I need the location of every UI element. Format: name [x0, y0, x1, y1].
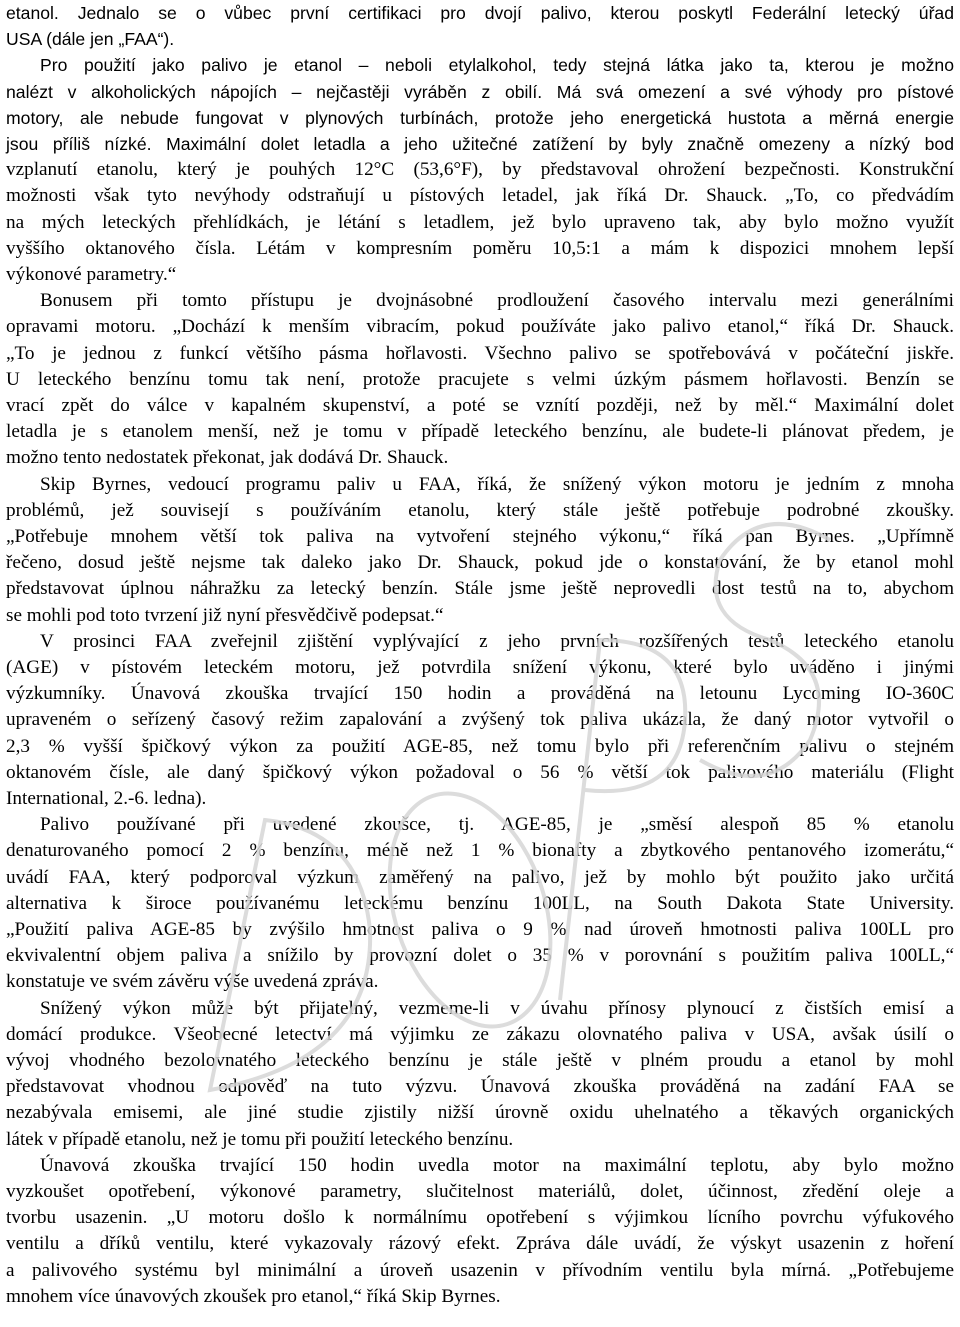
- text-line: „Použití paliva AGE-85 by zvýšilo hmotnost paliva o 9 % nad úroveň hmotnosti paliva 100LL pro: [6, 919, 954, 940]
- text-line: ventilu a dříků ventilu, které vykazovaly rázový efekt. Zpráva dále uvádí, že výskyt usazenin z hoření: [6, 1233, 954, 1255]
- text-line: jsou příliš nízké. Maximální dolet letadla a jeho užitečné zatížení by byly značně omezeny a nízký bod: [6, 134, 954, 154]
- paragraph-first-line: Únavová zkouška trvající 150 hodin uvedla motor na maximální teplotu, aby bylo možno: [40, 1154, 954, 1176]
- text-line: se mohli pod toto tvrzení již nyní přesvědčivě podepsat.“: [6, 604, 444, 626]
- text-line: denaturovaného pomocí 2 % benzínu, méně než 1 % bionafty a zbytkového pentanového izomerátu,“: [6, 840, 954, 862]
- text-line: nalézt v alkoholických nápojích – nejčastěji vyráběn z obilí. Má svá omezení a své výhody pro pístové: [6, 81, 954, 102]
- text-line: (AGE) v pístovém leteckém motoru, jež potvrdila snížení výkonu, které bylo uváděno i jinými: [6, 657, 954, 678]
- paragraph-first-line: Palivo používané při uvedené zkoušce, tj. AGE-85, je „směsí alespoň 85 % etanolu: [40, 814, 954, 836]
- text-line: oktanovém čísle, ale daný špičkový výkon požadoval o 56 % větší tok palivového materiálu (Flight: [6, 761, 954, 783]
- text-line: výkonové parametry.“: [6, 264, 177, 285]
- text-line: letadla je s etanolem menší, než je tomu v případě leteckého benzínu, ale budete-li plánovat předem, je: [6, 421, 954, 443]
- text-line: uvádí FAA, který podporoval výzkum zaměřený na palivo, jež by mohlo být použito jako určitá: [6, 866, 954, 888]
- text-line: upraveném o seřízený časový režim zapalování a zvýšený tok paliva ukázala, že daný motor vytvořil o: [6, 709, 954, 731]
- text-line: vyššího oktanového čísla. Létám v kompresním poměru 10,5:1 a mám k dispozici mnohem lepší: [6, 237, 954, 259]
- text-line: výzkumníky. Únavová zkouška trvající 150 hodin a prováděná na letounu Lycoming IO-360C: [6, 683, 954, 705]
- text-line: International, 2.-6. ledna).: [6, 788, 207, 809]
- text-line: na mých leteckých přehlídkách, je létání s letadlem, jež bylo upraveno tak, aby bylo možno využít: [6, 211, 954, 233]
- paragraph-first-line: Skip Byrnes, vedoucí programu paliv u FAA, říká, že snížený výkon motoru je jedním z mnoha: [40, 473, 954, 495]
- text-line: opravami motoru. „Dochází k menším vibracím, pokud používáte jako palivo etanol,“ říká Dr. Shauck.: [6, 316, 954, 338]
- text-line: domácí produkce. Všeobecné letectví má výjimku ze zákazu olovnatého paliva v USA, avšak úsilí o: [6, 1023, 954, 1045]
- text-line: konstatuje ve svém závěru výše uvedená zpráva.: [6, 971, 379, 993]
- text-line: vrací zpět do válce v kapalném skupenství, a poté se vznítí později, než by měl.“ Maximální dolet: [6, 395, 954, 416]
- text-line: vyzkoušet opotřebení, výkonové parametry, slučitelnost materiálů, dolet, účinnost, zředění oleje a: [6, 1181, 954, 1202]
- text-line: vývoj vhodného bezolovnatého leteckého benzínu je stále ještě v plném proudu a etanol by mohl: [6, 1050, 954, 1071]
- text-line: a palivového systému byl minimální a úroveň usazenin v přívodním ventilu byla mírná. „Potřebujeme: [6, 1259, 954, 1281]
- text-line: „Potřebuje mnohem větší tok paliva na vytvoření stejného výkonu,“ říká pan Byrnes. „Upřímně: [6, 526, 954, 547]
- text-line: vzplanutí etanolu, který je pouhých 12°C (53,6°F), by představoval ohrožení bezpečnosti. Konstrukční: [6, 159, 954, 181]
- text-line: tvorbu usazenin. „U motoru došlo k normálnímu opotřebení s výjimkou lícního povrchu výfukového: [6, 1207, 954, 1229]
- text-line: problémů, jež souvisejí s používáním etanolu, který stále ještě potřebuje podrobné zkoušky.: [6, 499, 954, 521]
- paragraph-first-line: V prosinci FAA zveřejnil zjištění vyplývající z jeho prvních rozšířených testů leteckého etanolu: [40, 630, 954, 652]
- text-line: U leteckého benzínu tomu tak není, protože pracujete s velmi úzkým pásmem hořlavosti. Benzín se: [6, 368, 954, 390]
- text-line: mnohem více únavových zkoušek pro etanol,“ říká Skip Byrnes.: [6, 1285, 501, 1307]
- text-line: látek v případě etanolu, než je tomu při použití leteckého benzínu.: [6, 1128, 514, 1150]
- text-line: představovat úplnou náhražku za letecký benzín. Stále jsme ještě neprovedli dost testů na to, abychom: [6, 578, 954, 600]
- paragraph-first-line: Bonusem při tomto přístupu je dvojnásobné prodloužení časového intervalu mezi generálními: [40, 290, 954, 312]
- text-line: nezabývala emisemi, ale jiné studie zjistily nižší úrovně oxidu uhelnatého a těkavých organických: [6, 1102, 954, 1124]
- text-line: 2,3 % vyšší špičkový výkon za použití AGE-85, než tomu bylo při referenčním palivu o stejném: [6, 735, 954, 757]
- paragraph-first-line: Pro použití jako palivo je etanol – neboli etylalkohol, tedy stejná látka jako ta, kterou je možno: [40, 55, 954, 76]
- text-line: představovat vhodnou odpověď na tuto výzvu. Únavová zkouška prováděná na zadání FAA se: [6, 1076, 954, 1098]
- text-line: etanol. Jednalo se o vůbec první certifikaci pro dvojí palivo, kterou poskytl Federální letecký úřad: [6, 3, 954, 23]
- paragraph-first-line: Snížený výkon může být přijatelný, vezmeme-li v úvahu přínosy plynoucí z čistších emisí a: [40, 997, 954, 1019]
- text-line: ekvivalentní objem paliva a snížilo by provozní dolet o 35 % v porovnání s použitím paliva 100LL,“: [6, 945, 954, 967]
- text-line: USA (dále jen „FAA“).: [6, 29, 175, 50]
- text-line: možno tento nedostatek překonat, jak dodává Dr. Shauck.: [6, 447, 449, 469]
- text-line: motory, ale nebude fungovat v plynových turbínách, protože jeho energetická hustota a měrná energie: [6, 107, 954, 128]
- text-line: řečeno, dosud ještě nejsme tak daleko jako Dr. Shauck, pokud jde o konstatování, že by etanol mohl: [6, 552, 954, 574]
- text-line: možnosti však tyto nevýhody odstraňují u pístových letadel, jak říká Dr. Shauck. „To, co předvádím: [6, 185, 954, 207]
- text-line: alternativa k široce používanému leteckému benzínu 100LL, na South Dakota State University.: [6, 892, 954, 914]
- text-line: „To je jednou z funkcí většího pásma hořlavosti. Všechno palivo se spotřebovává v počáteční jiskře.: [6, 342, 954, 364]
